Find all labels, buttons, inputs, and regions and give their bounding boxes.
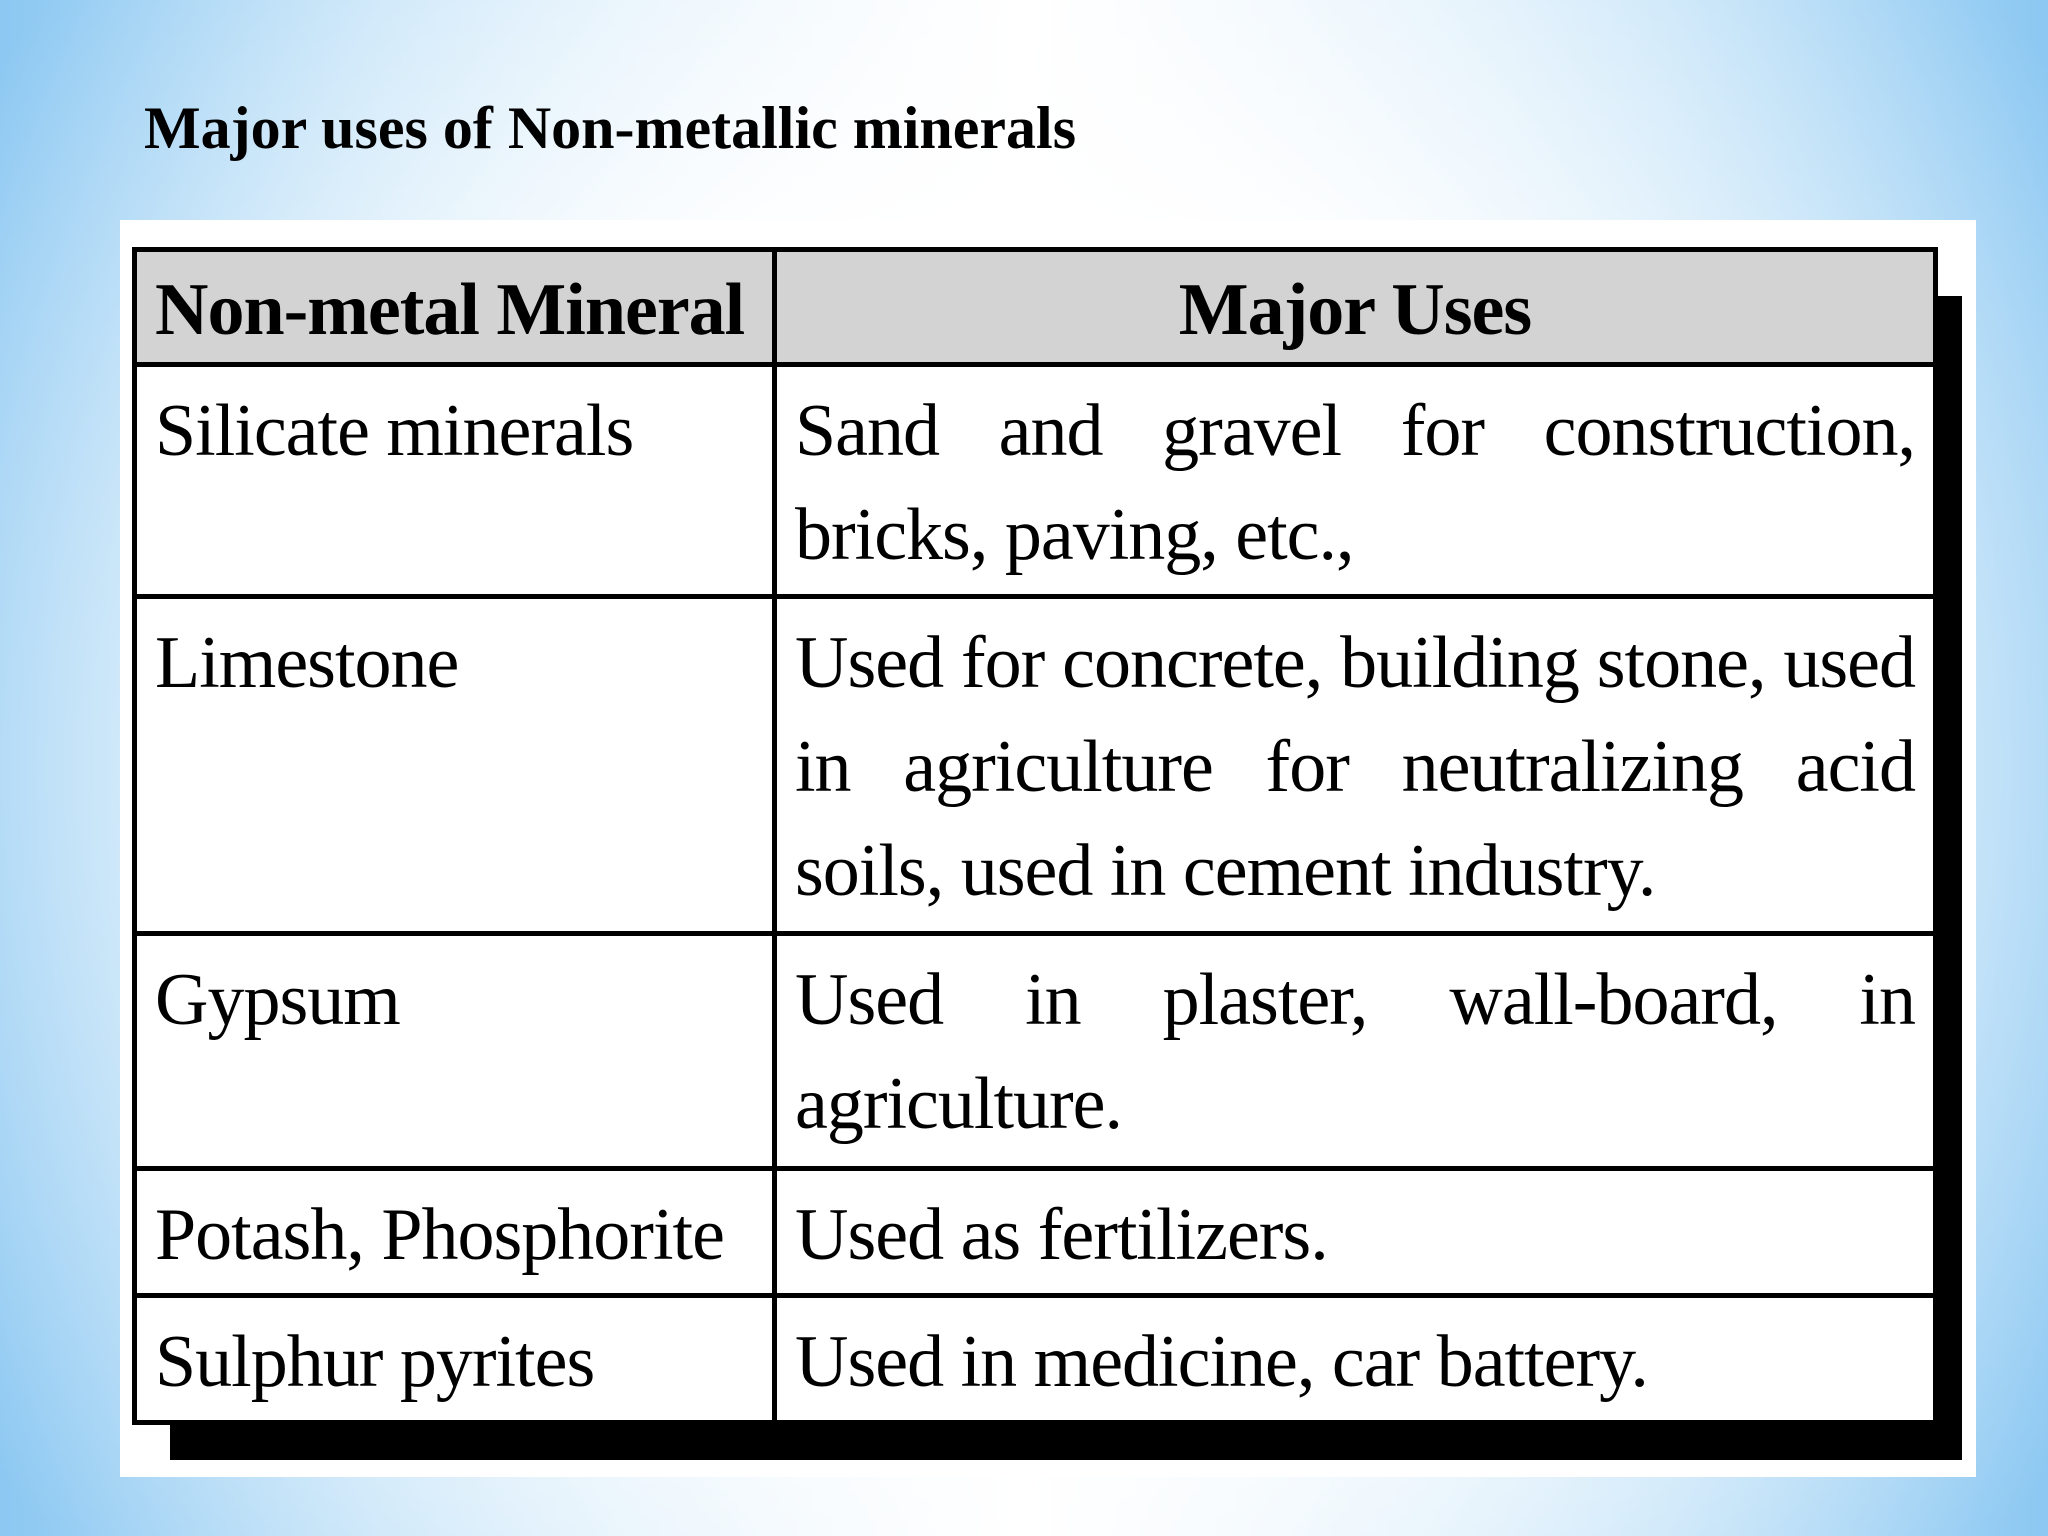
table-row: [135, 934, 1936, 1168]
table-row: [135, 1168, 1936, 1295]
table-row: [135, 597, 1936, 934]
table-header-row: [135, 250, 1936, 365]
table-row: [135, 1295, 1936, 1422]
uses-cell: Used for concrete, building stone, used in agriculture for neutralizing acid soils, used in cement industry.: [775, 597, 1936, 934]
uses-cell: Used in medicine, car battery.: [775, 1295, 1936, 1422]
uses-cell: Used as fertilizers.: [775, 1168, 1936, 1295]
table-row: [135, 365, 1936, 597]
mineral-cell: Gypsum: [135, 934, 775, 1168]
uses-cell: Used in plaster, wall-board, in agriculture.: [775, 934, 1936, 1168]
header-mineral: Non-metal Mineral: [135, 250, 775, 365]
mineral-cell: Limestone: [135, 597, 775, 934]
uses-cell: Sand and gravel for construction, bricks, paving, etc.,: [775, 365, 1936, 597]
header-uses: Major Uses: [775, 250, 1936, 365]
mineral-cell: Silicate minerals: [135, 365, 775, 597]
mineral-cell: Potash, Phosphorite: [135, 1168, 775, 1295]
slide-title: Major uses of Non-metallic minerals: [144, 95, 1077, 161]
mineral-cell: Sulphur pyrites: [135, 1295, 775, 1422]
minerals-table: [132, 247, 1938, 1425]
